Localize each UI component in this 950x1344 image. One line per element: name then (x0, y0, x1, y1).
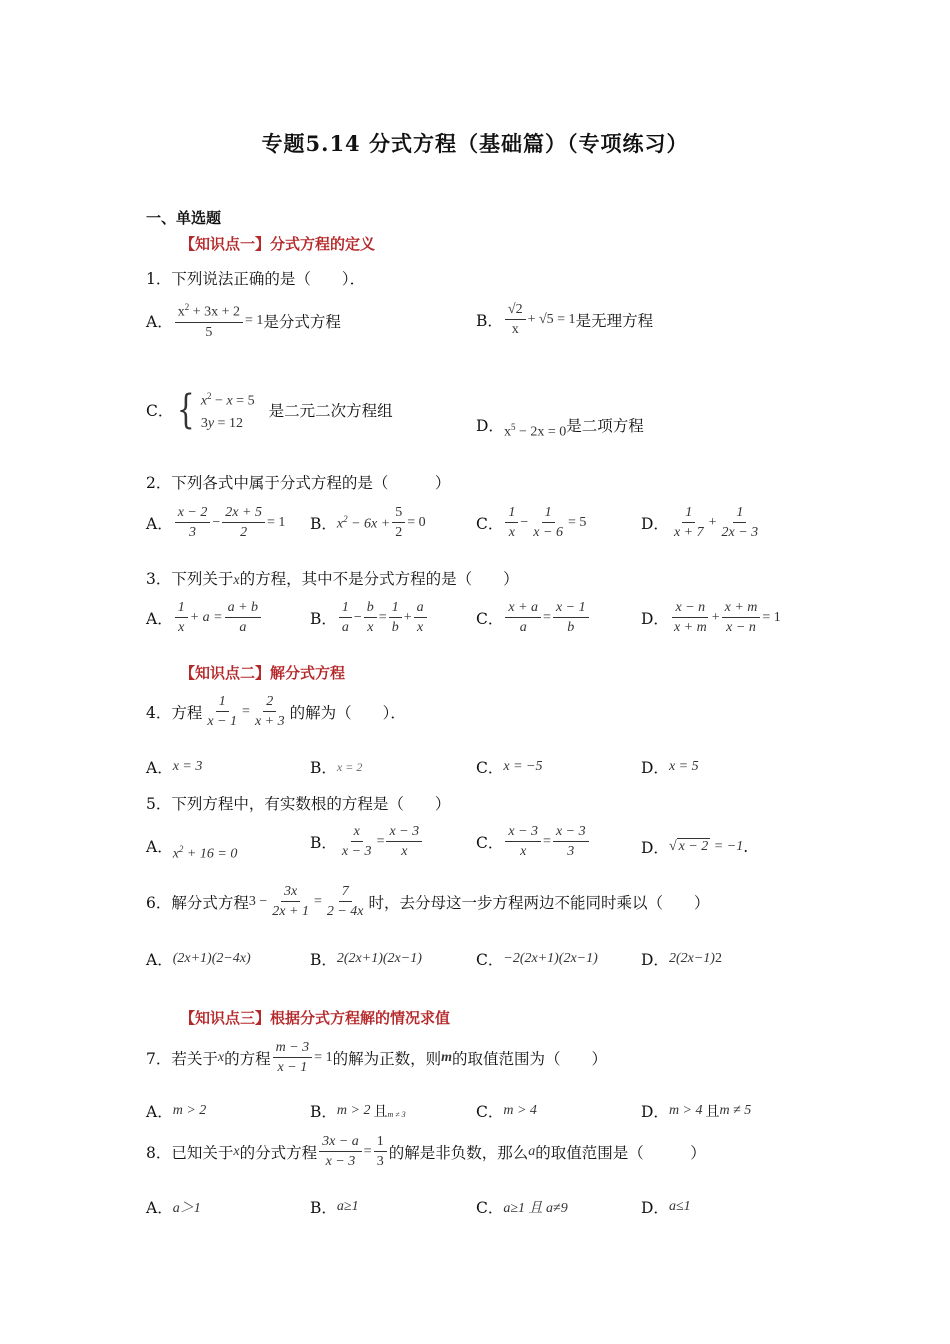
option-label: A． (146, 1103, 173, 1121)
question-1-option-d (476, 410, 644, 441)
page-title: 专题5.14 分式方程（基础篇）（专项练习） (261, 131, 689, 156)
math-expression: $\frac{x^2 + 3x + 2}{5}$ (175, 302, 243, 341)
question-6-option-c (476, 948, 598, 970)
conjunction: 且 (373, 1104, 388, 1120)
option-label: B． (310, 759, 337, 777)
option-label: D． (641, 1103, 669, 1121)
option-label: D． (476, 417, 504, 436)
stem-text: 的方程 (224, 1050, 271, 1068)
stem-text: 3．下列关于 (146, 570, 234, 588)
option-value: m > 2 (172, 1103, 207, 1118)
question-2-option-b: B． $x^2 - 6x$ + $\frac{5}{2}$ = 0 (310, 505, 426, 540)
option-label: C． (476, 610, 504, 628)
stem-text: 的取值范围是（ ） (535, 1144, 706, 1162)
option-label: A． (146, 515, 173, 533)
stem-variable: x (233, 1144, 240, 1159)
option-value: a＞1 (172, 1201, 201, 1216)
option-value: a≥1 (336, 1199, 359, 1214)
option-value: 2(2x+1)(2x−1) (336, 951, 422, 966)
option-value: x = 3 (172, 759, 203, 774)
option-value: a≤1 (668, 1199, 691, 1214)
question-4-option-c (476, 756, 542, 778)
option-label: A． (146, 313, 173, 332)
stem-text: 6．解分式方程 (146, 894, 249, 912)
question-7-option-c (476, 1100, 537, 1122)
option-value: a≥1 且 a≠9 (503, 1201, 568, 1216)
stem-text: 的分式方程 (239, 1144, 318, 1162)
question-3-option-a: A． $\frac{1}{x}$ + a = $\frac{a + b}{a}$ (146, 600, 263, 636)
question-5-stem: 5．下列方程中，有实数根的方程是（ ） (146, 795, 451, 813)
option-value: x = 5 (668, 759, 699, 774)
option-label: B． (310, 951, 337, 969)
option-value: m > 2 (336, 1103, 371, 1118)
question-7-option-d (641, 1100, 751, 1122)
option-label: D． (641, 1199, 669, 1217)
question-8-option-d (641, 1196, 691, 1218)
stem-variable: a (528, 1144, 536, 1159)
option-label: C． (476, 1103, 504, 1121)
question-6-option-d: D． 2(2x−1) 2 (641, 948, 722, 970)
option-label: D． (641, 610, 669, 628)
option-label: D． (641, 515, 669, 533)
option-label: C． (476, 515, 504, 533)
question-6-stem: 6．解分式方程 3 − $\frac{3x}{2x + 1}$ = $\frac{7}{2 - 4x}$ 时，去分母这一步方程两边不能同时乘以（ ） (146, 884, 710, 919)
option-note: 是分式方程 (263, 313, 341, 332)
option-value: m > 4 (668, 1103, 703, 1118)
conjunction: 且 (705, 1104, 720, 1120)
section-heading: 一、单选题 (146, 209, 222, 227)
option-label: C． (146, 401, 174, 420)
question-4-option-a (146, 756, 202, 778)
option-label: A． (146, 759, 173, 777)
question-2-option-a: A． $\frac{x - 2}{3}$ − $\frac{2x + 5}{2}$ = 1 (146, 505, 286, 540)
question-8-option-b (310, 1196, 359, 1218)
option-note: 是二元二次方程组 (268, 401, 393, 420)
question-4-option-b (310, 756, 362, 778)
option-value: x = −5 (503, 759, 543, 774)
stem-text: 的方程，其中不是分式方程的是（ ） (239, 570, 519, 588)
question-2-stem: 2．下列各式中属于分式方程的是（ ） (146, 474, 451, 492)
option-label: B． (310, 1103, 337, 1121)
question-1-option-c (146, 385, 393, 435)
stem-text: 时，去分母这一步方程两边不能同时乘以（ ） (368, 894, 710, 912)
option-label: B． (476, 312, 503, 330)
math-expression: $x^5 - 2x = 0$ (503, 422, 567, 440)
stem-text: 7．若关于 (146, 1050, 218, 1068)
question-4-stem: 4．方程 $\frac{1}{x - 1}$ = $\frac{2}{x + 3}$ 的解为（ ）． (146, 694, 406, 729)
stem-text: 4．方程 (146, 704, 203, 722)
knowledge-point-2: 【知识点二】解分式方程 (180, 664, 346, 682)
option-value: m ≠ 5 (719, 1103, 752, 1118)
option-value: 2(2x−1) (668, 951, 715, 966)
option-label: A． (146, 838, 173, 857)
question-5-option-c: C． $\frac{x - 3}{x}$ = $\frac{x - 3}{3}$ (476, 824, 591, 860)
stem-text: 8．已知关于 (146, 1144, 234, 1162)
option-label: B． (310, 610, 337, 628)
option-value: m > 4 (503, 1103, 537, 1118)
question-3-option-b: B． $\frac{1}{a}$ − $\frac{b}{x}$ = $\frac{1}{b}$ + $\frac{a}{x}$ (310, 600, 429, 636)
option-label: A． (146, 951, 173, 969)
stem-text: 的解是非负数，那么 (388, 1144, 529, 1162)
question-2-option-c: C． $\frac{1}{x}$ − $\frac{1}{x - 6}$ = 5 (476, 505, 587, 540)
math-expression: = 1 (245, 313, 264, 329)
stem-text: 的解为正数，则 (332, 1050, 442, 1068)
option-label: C． (476, 951, 504, 969)
question-1-stem: 1．下列说法正确的是（ ）． (146, 270, 366, 288)
option-label: B． (310, 515, 337, 533)
question-1-option-a (146, 302, 341, 341)
math-expression: + √5 = 1 (527, 312, 576, 327)
stem-variable: m (441, 1050, 452, 1065)
option-value-small: m ≠ 3 (387, 1109, 406, 1119)
option-note: 是二项方程 (566, 417, 644, 436)
question-7-stem: 7．若关于 x 的方程 $\frac{m - 3}{x - 1}$ = 1 的解为正数，则 m 的取值范围为（ ） (146, 1040, 607, 1075)
option-note: 是无理方程 (575, 312, 654, 330)
option-value: (2x+1)(2−4x) (172, 951, 251, 966)
question-6-option-b (310, 948, 422, 970)
question-3-stem (146, 567, 519, 589)
question-5-option-d: D． √ x − 2 = −1 . (641, 838, 749, 857)
option-label: B． (310, 834, 337, 852)
stem-text: 的取值范围为（ ） (451, 1050, 607, 1068)
question-4-option-d (641, 756, 699, 778)
option-label: A． (146, 1199, 173, 1217)
stem-text: 的解为（ ）． (289, 704, 406, 722)
knowledge-point-1: 【知识点一】分式方程的定义 (180, 235, 376, 253)
knowledge-point-3: 【知识点三】根据分式方程解的情况求值 (180, 1009, 451, 1027)
question-8-option-a (146, 1196, 201, 1218)
question-2-option-d: D． $\frac{1}{x + 7}$ + $\frac{1}{2x - 3}$ (641, 505, 759, 540)
option-label: D． (641, 759, 669, 777)
option-value: x = 2 (336, 759, 363, 774)
question-7-option-a (146, 1100, 206, 1122)
question-3-option-c: C． $\frac{x + a}{a}$ = $\frac{x - 1}{b}$ (476, 600, 591, 636)
stem-variable: x (217, 1050, 225, 1065)
option-label: B． (310, 1199, 337, 1217)
stem-variable: x (233, 573, 240, 588)
question-5-option-b: B． $\frac{x}{x - 3}$ = $\frac{x - 3}{x}$ (310, 824, 424, 860)
question-7-option-b (310, 1100, 406, 1122)
option-value: −2(2x+1)(2x−1) (503, 951, 598, 966)
question-3-option-d: D． $\frac{x - n}{x + m}$ + $\frac{x + m}{x - n}$ = 1 (641, 600, 781, 635)
option-label: A． (146, 610, 173, 628)
option-label: C． (476, 834, 504, 852)
question-6-option-a (146, 948, 251, 970)
option-label: D． (641, 839, 669, 857)
question-8-stem: 8．已知关于 x 的分式方程 $\frac{3x - a}{x - 3}$ = $\frac{1}{3}$ 的解是非负数，那么 a 的取值范围是（ ） (146, 1134, 706, 1169)
question-1-option-b (476, 302, 653, 338)
question-5-option-a: A． $x^2 + 16 = 0$ (146, 830, 237, 863)
option-label: C． (476, 759, 504, 777)
option-label: D． (641, 951, 669, 969)
question-8-option-c (476, 1196, 568, 1218)
math-expression: $\frac{√2}{x}$ (505, 302, 526, 338)
option-label: C． (476, 1199, 504, 1217)
equation-system: { $x^2 - x = 5$ 3y = 12 (177, 386, 255, 433)
